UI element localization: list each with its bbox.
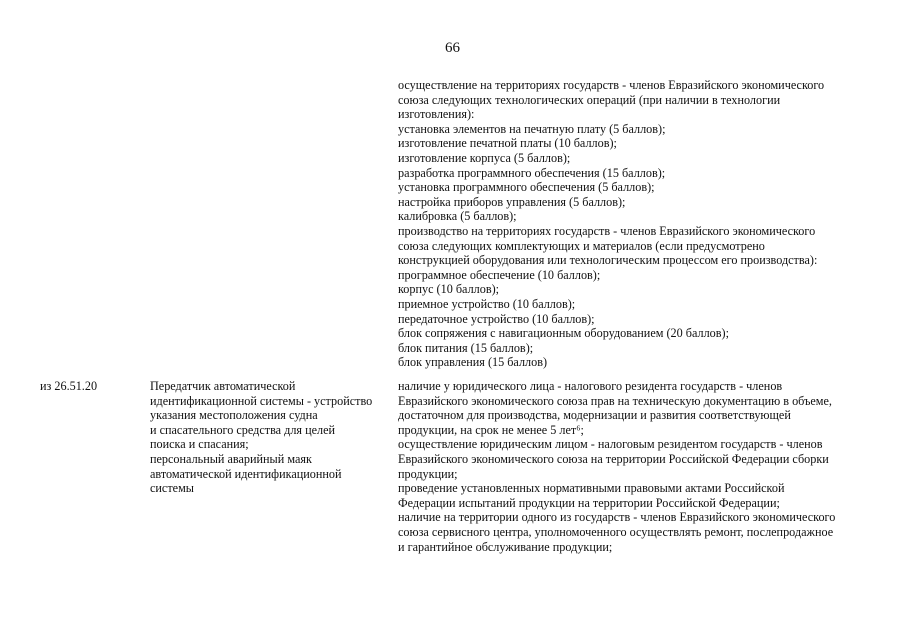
requirement-line: изготовление печатной платы (10 баллов);	[398, 136, 617, 151]
requirement-line: производство на территориях государств - членов Евразийского экономического	[398, 223, 816, 238]
requirement-line: калибровка (5 баллов);	[398, 209, 517, 224]
requirement-line: союза следующих комплектующих и материалов (если предусмотрено	[398, 238, 765, 253]
requirement-line: блок управления (15 баллов)	[398, 355, 548, 370]
requirement-line: настройка приборов управления (5 баллов);	[398, 194, 626, 209]
requirement-line: осуществление на территориях государств - членов Евразийского экономического	[398, 78, 825, 92]
requirement-line: передаточное устройство (10 баллов);	[398, 311, 595, 326]
requirement-line: корпус (10 баллов);	[398, 282, 500, 297]
requirement-line: союза сервисного центра, уполномоченного осуществлять ремонт, послепродажное	[398, 524, 834, 539]
product-name-line: и спасательного средства для целей	[150, 422, 336, 437]
product-name-line: Передатчик автоматической	[150, 379, 296, 393]
product-name-line: идентификационной системы - устройство	[150, 393, 373, 408]
requirement-line: изготовления):	[398, 107, 475, 122]
product-name-line: поиска и спасания;	[150, 437, 249, 452]
requirement-line: приемное устройство (10 баллов);	[398, 296, 576, 311]
top-requirements-block	[398, 78, 878, 370]
page-number: 66	[445, 40, 460, 56]
requirement-line: программное обеспечение (10 баллов);	[398, 267, 601, 282]
okpd-code: из 26.51.20	[40, 379, 98, 393]
requirement-line: Федерации испытаний продукции на территории Российской Федерации;	[398, 495, 780, 510]
requirement-line: Евразийского экономического союза прав на техническую документацию в объеме,	[398, 393, 832, 408]
product-name-line: указания местоположения судна	[150, 408, 318, 423]
requirement-line: продукции;	[398, 466, 458, 481]
product-name-line: автоматической идентификационной	[150, 466, 342, 481]
requirement-line: продукции, на срок не менее 5 лет⁶;	[398, 422, 584, 437]
requirement-line: установка элементов на печатную плату (5 баллов);	[398, 121, 666, 136]
requirement-line: блок питания (15 баллов);	[398, 340, 534, 355]
requirement-line: проведение установленных нормативными правовыми актами Российской	[398, 481, 785, 496]
requirement-line: конструкцией оборудования или технологическим процессом его производства):	[398, 253, 818, 268]
requirement-line: блок сопряжения с навигационным оборудованием (20 баллов);	[398, 326, 729, 341]
entry-requirements-block	[398, 379, 878, 554]
requirement-line: и гарантийное обслуживание продукции;	[398, 539, 613, 554]
requirement-line: Евразийского экономического союза на территории Российской Федерации сборки	[398, 451, 829, 466]
requirement-line: осуществление юридическим лицом - налоговым резидентом государств - членов	[398, 437, 823, 452]
requirement-line: достаточном для производства, модернизации и развития соответствующей	[398, 408, 791, 423]
product-name-line: системы	[150, 481, 194, 496]
requirement-line: установка программного обеспечения (5 баллов);	[398, 180, 655, 195]
requirement-line: наличие на территории одного из государств - членов Евразийского экономического	[398, 510, 836, 525]
requirement-line: разработка программного обеспечения (15 баллов);	[398, 165, 666, 180]
product-name-block	[150, 379, 385, 496]
requirement-line: наличие у юридического лица - налогового резидента государств - членов	[398, 379, 783, 393]
requirement-line: союза следующих технологических операций (при наличии в технологии	[398, 92, 781, 107]
product-name-line: персональный аварийный маяк	[150, 451, 312, 466]
requirement-line: изготовление корпуса (5 баллов);	[398, 150, 571, 165]
